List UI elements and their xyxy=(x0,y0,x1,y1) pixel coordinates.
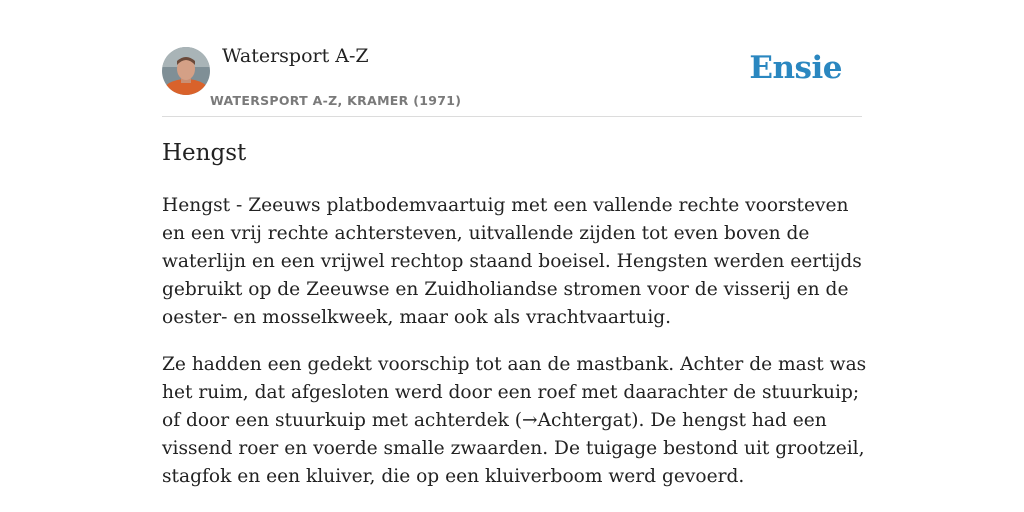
source-title[interactable]: Watersport A-Z xyxy=(222,45,369,67)
source-subtitle: WATERSPORT A-Z, KRAMER (1971) xyxy=(210,93,462,108)
author-avatar[interactable] xyxy=(162,47,210,95)
source-header xyxy=(162,0,862,117)
entry-paragraph-2: Ze hadden een gedekt voorschip tot aan de mastbank. Achter de mast was het ruim, dat afgesloten werd door een roef met daarachter de stuurkuip; of door een stuurkuip met achterdek (→Achtergat). De hengst had een vissend roer en voerde smalle zwaarden. De tuigage bestond uit grootzeil, stagfok en een kluiver, die op een kluiverboom werd gevoerd. xyxy=(162,354,867,487)
avatar-photo xyxy=(162,47,210,95)
brand-logo[interactable]: Ensie xyxy=(749,50,842,86)
page-container xyxy=(162,0,867,487)
entry-paragraph-1: Hengst - Zeeuws platbodemvaartuig met een vallende rechte voorsteven en een vrij rechte achtersteven, uitvallende zijden tot even boven de waterlijn en een vrijwel rechtop staand boeisel. Hengsten werden eertijds gebruikt op de Zeeuwse en Zuidholiandse stromen voor de visserij en de oester- en mosselkweek, maar ook als vrachtvaartuig. xyxy=(162,195,862,328)
entry-title: Hengst xyxy=(162,140,247,166)
